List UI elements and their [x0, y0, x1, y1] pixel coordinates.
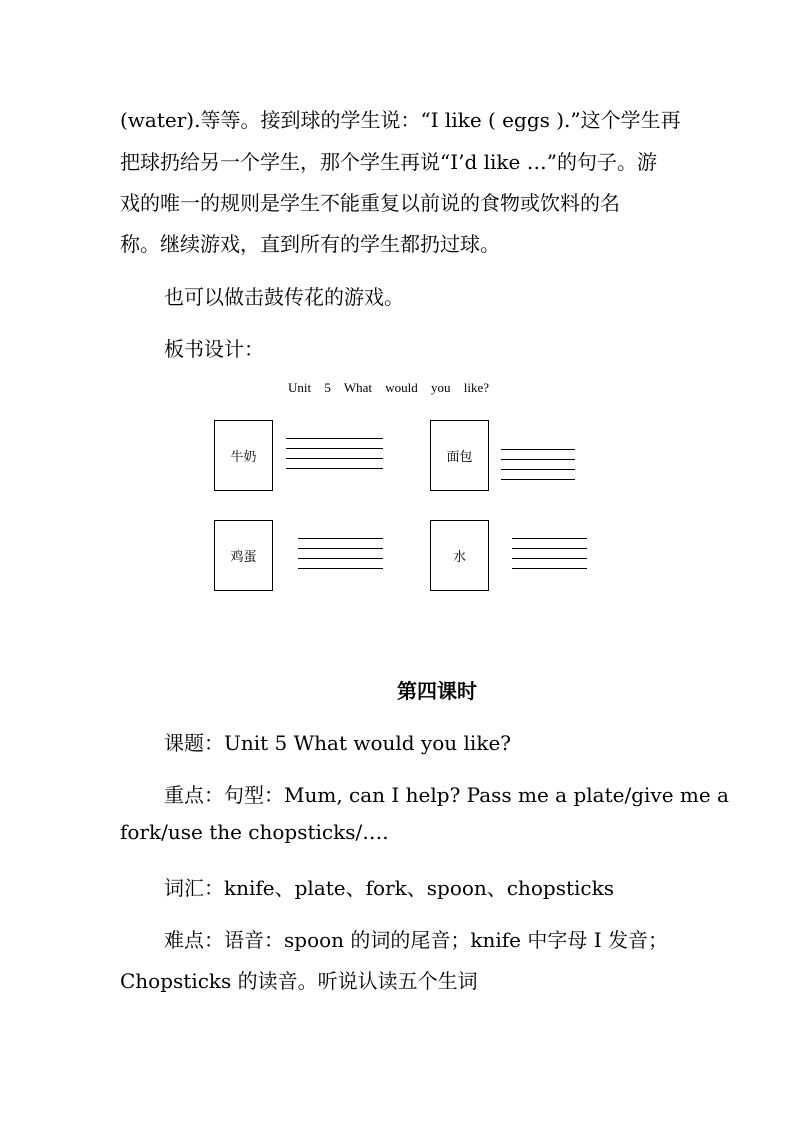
key-points: 重点：句型：Mum, can I help? Pass me a plate/give me a: [164, 783, 729, 807]
difficulties: 难点：语音：spoon 的词的尾音；knife 中字母 I 发音；: [164, 928, 668, 952]
writing-lines: [501, 449, 575, 489]
card-label: 鸡蛋: [230, 550, 257, 565]
game-note: 也可以做击鼓传花的游戏。: [164, 285, 404, 309]
card-label: 面包: [446, 450, 473, 465]
card-bread: [430, 420, 489, 491]
paragraph-line: 戏的唯一的规则是学生不能重复以前说的食物或饮料的名: [120, 191, 620, 215]
key-points-cont: fork/use the chopsticks/….: [120, 820, 389, 844]
lesson-topic: 课题：Unit 5 What would you like?: [164, 731, 512, 755]
writing-lines: [298, 538, 383, 578]
difficulties-cont: Chopsticks 的读音。听说认读五个生词: [120, 969, 478, 993]
writing-lines: [512, 538, 587, 578]
card-water: [430, 520, 489, 591]
card-label: 水: [452, 550, 466, 565]
card-label: 牛奶: [230, 450, 257, 465]
section-heading: 第四课时: [397, 679, 477, 703]
paragraph-line: 称。继续游戏，直到所有的学生都扔过球。: [120, 232, 500, 256]
vocabulary: 词汇：knife、plate、fork、spoon、chopsticks: [164, 876, 614, 900]
writing-lines: [286, 438, 383, 478]
paragraph-line: (water).等等。接到球的学生说：“I like ( eggs ).”这个学生再: [120, 108, 681, 132]
board-title: Unit 5 What would you like?: [288, 380, 490, 395]
board-design-label: 板书设计：: [164, 337, 264, 361]
card-milk: [214, 420, 273, 491]
card-egg: [214, 520, 273, 591]
paragraph-line: 把球扔给另一个学生，那个学生再说“I’d like …”的句子。游: [120, 150, 657, 174]
